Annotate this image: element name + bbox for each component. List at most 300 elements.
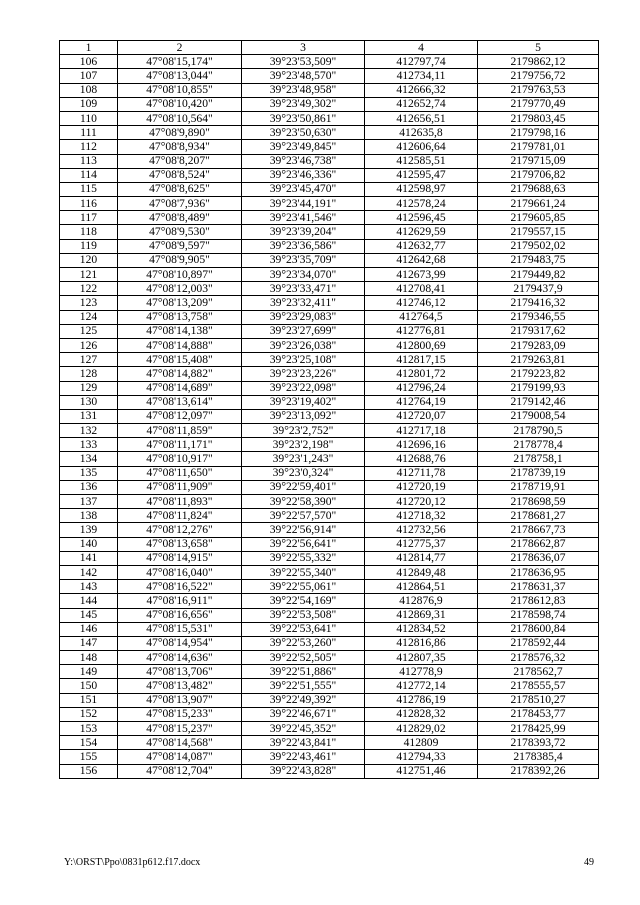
latitude-cell: 47°08'14,888" [118, 338, 242, 352]
point-number-cell: 112 [60, 140, 118, 154]
table-row [60, 551, 599, 565]
y-coordinate-cell: 2179803,45 [478, 111, 599, 125]
latitude-cell: 47°08'16,040" [118, 565, 242, 579]
longitude-cell: 39°23'45,470" [242, 182, 365, 196]
x-coordinate-cell: 412809 [365, 736, 478, 750]
y-coordinate-cell: 2179449,82 [478, 268, 599, 282]
table-row [60, 324, 599, 338]
latitude-cell: 47°08'9,597" [118, 239, 242, 253]
point-number-cell: 120 [60, 253, 118, 267]
table-row [60, 665, 599, 679]
latitude-cell: 47°08'13,907" [118, 693, 242, 707]
x-coordinate-cell: 412596,45 [365, 211, 478, 225]
point-number-cell: 119 [60, 239, 118, 253]
table-row [60, 409, 599, 423]
x-coordinate-cell: 412666,32 [365, 83, 478, 97]
point-number-cell: 111 [60, 126, 118, 140]
point-number-cell: 108 [60, 83, 118, 97]
point-number-cell: 128 [60, 367, 118, 381]
latitude-cell: 47°08'15,237" [118, 722, 242, 736]
longitude-cell: 39°23'22,098" [242, 381, 365, 395]
table-row [60, 239, 599, 253]
x-coordinate-cell: 412606,64 [365, 140, 478, 154]
table-row [60, 225, 599, 239]
latitude-cell: 47°08'14,568" [118, 736, 242, 750]
point-number-cell: 110 [60, 111, 118, 125]
y-coordinate-cell: 2179483,75 [478, 253, 599, 267]
y-coordinate-cell: 2179688,63 [478, 182, 599, 196]
longitude-cell: 39°23'41,546" [242, 211, 365, 225]
y-coordinate-cell: 2178392,26 [478, 764, 599, 778]
latitude-cell: 47°08'14,954" [118, 636, 242, 650]
longitude-cell: 39°23'46,336" [242, 168, 365, 182]
y-coordinate-cell: 2178636,07 [478, 551, 599, 565]
x-coordinate-cell: 412786,19 [365, 693, 478, 707]
latitude-cell: 47°08'11,824" [118, 509, 242, 523]
point-number-cell: 149 [60, 665, 118, 679]
longitude-cell: 39°22'49,392" [242, 693, 365, 707]
point-number-cell: 154 [60, 736, 118, 750]
y-coordinate-cell: 2179781,01 [478, 140, 599, 154]
point-number-cell: 107 [60, 69, 118, 83]
point-number-cell: 130 [60, 395, 118, 409]
point-number-cell: 137 [60, 495, 118, 509]
x-coordinate-cell: 412817,15 [365, 353, 478, 367]
point-number-cell: 113 [60, 154, 118, 168]
latitude-cell: 47°08'15,408" [118, 353, 242, 367]
footer-file-path: Y:\ORST\Ppo\0831p612.f17.docx [64, 857, 201, 868]
point-number-cell: 116 [60, 197, 118, 211]
x-coordinate-cell: 412849,48 [365, 565, 478, 579]
y-coordinate-cell: 2179798,16 [478, 126, 599, 140]
x-coordinate-cell: 412711,78 [365, 466, 478, 480]
latitude-cell: 47°08'8,524" [118, 168, 242, 182]
point-number-cell: 133 [60, 438, 118, 452]
table-row [60, 722, 599, 736]
longitude-cell: 39°22'51,555" [242, 679, 365, 693]
point-number-cell: 142 [60, 565, 118, 579]
x-coordinate-cell: 412656,51 [365, 111, 478, 125]
y-coordinate-cell: 2178600,84 [478, 622, 599, 636]
table-row [60, 367, 599, 381]
y-coordinate-cell: 2178698,59 [478, 495, 599, 509]
x-coordinate-cell: 412718,32 [365, 509, 478, 523]
y-coordinate-cell: 2179317,62 [478, 324, 599, 338]
point-number-cell: 124 [60, 310, 118, 324]
longitude-cell: 39°22'57,570" [242, 509, 365, 523]
longitude-cell: 39°23'35,709" [242, 253, 365, 267]
x-coordinate-cell: 412816,86 [365, 636, 478, 650]
point-number-cell: 143 [60, 580, 118, 594]
column-header-point-number: 1 [60, 41, 118, 55]
table-row [60, 268, 599, 282]
y-coordinate-cell: 2179763,53 [478, 83, 599, 97]
longitude-cell: 39°23'2,752" [242, 424, 365, 438]
point-number-cell: 115 [60, 182, 118, 196]
longitude-cell: 39°23'50,630" [242, 126, 365, 140]
longitude-cell: 39°23'26,038" [242, 338, 365, 352]
table-row [60, 509, 599, 523]
longitude-cell: 39°23'34,070" [242, 268, 365, 282]
point-number-cell: 109 [60, 97, 118, 111]
x-coordinate-cell: 412708,41 [365, 282, 478, 296]
y-coordinate-cell: 2179770,49 [478, 97, 599, 111]
point-number-cell: 114 [60, 168, 118, 182]
x-coordinate-cell: 412652,74 [365, 97, 478, 111]
latitude-cell: 47°08'11,650" [118, 466, 242, 480]
longitude-cell: 39°22'53,641" [242, 622, 365, 636]
longitude-cell: 39°23'27,699" [242, 324, 365, 338]
table-row [60, 69, 599, 83]
point-number-cell: 148 [60, 651, 118, 665]
longitude-cell: 39°22'53,260" [242, 636, 365, 650]
y-coordinate-cell: 2179437,9 [478, 282, 599, 296]
longitude-cell: 39°23'32,411" [242, 296, 365, 310]
latitude-cell: 47°08'10,855" [118, 83, 242, 97]
x-coordinate-cell: 412764,5 [365, 310, 478, 324]
point-number-cell: 155 [60, 750, 118, 764]
longitude-cell: 39°23'48,570" [242, 69, 365, 83]
latitude-cell: 47°08'12,003" [118, 282, 242, 296]
x-coordinate-cell: 412829,02 [365, 722, 478, 736]
table-row [60, 537, 599, 551]
x-coordinate-cell: 412642,68 [365, 253, 478, 267]
x-coordinate-cell: 412746,12 [365, 296, 478, 310]
y-coordinate-cell: 2178453,77 [478, 707, 599, 721]
x-coordinate-cell: 412732,56 [365, 523, 478, 537]
x-coordinate-cell: 412796,24 [365, 381, 478, 395]
point-number-cell: 106 [60, 55, 118, 69]
x-coordinate-cell: 412876,9 [365, 594, 478, 608]
latitude-cell: 47°08'7,936" [118, 197, 242, 211]
longitude-cell: 39°23'49,302" [242, 97, 365, 111]
longitude-cell: 39°23'25,108" [242, 353, 365, 367]
longitude-cell: 39°23'36,586" [242, 239, 365, 253]
point-number-cell: 132 [60, 424, 118, 438]
latitude-cell: 47°08'9,905" [118, 253, 242, 267]
coordinates-table [59, 40, 599, 779]
table-row [60, 736, 599, 750]
longitude-cell: 39°23'2,198" [242, 438, 365, 452]
latitude-cell: 47°08'11,859" [118, 424, 242, 438]
latitude-cell: 47°08'16,911" [118, 594, 242, 608]
latitude-cell: 47°08'9,890" [118, 126, 242, 140]
latitude-cell: 47°08'16,522" [118, 580, 242, 594]
header-row [60, 41, 599, 55]
y-coordinate-cell: 2179199,93 [478, 381, 599, 395]
point-number-cell: 121 [60, 268, 118, 282]
column-header-x-coordinate: 4 [365, 41, 478, 55]
x-coordinate-cell: 412776,81 [365, 324, 478, 338]
y-coordinate-cell: 2179416,32 [478, 296, 599, 310]
table-row [60, 594, 599, 608]
latitude-cell: 47°08'13,209" [118, 296, 242, 310]
y-coordinate-cell: 2179008,54 [478, 409, 599, 423]
longitude-cell: 39°22'43,841" [242, 736, 365, 750]
latitude-cell: 47°08'14,138" [118, 324, 242, 338]
table-row [60, 282, 599, 296]
point-number-cell: 139 [60, 523, 118, 537]
y-coordinate-cell: 2179706,82 [478, 168, 599, 182]
x-coordinate-cell: 412764,19 [365, 395, 478, 409]
latitude-cell: 47°08'10,917" [118, 452, 242, 466]
table-row [60, 693, 599, 707]
point-number-cell: 147 [60, 636, 118, 650]
latitude-cell: 47°08'10,897" [118, 268, 242, 282]
table-row [60, 395, 599, 409]
point-number-cell: 117 [60, 211, 118, 225]
x-coordinate-cell: 412834,52 [365, 622, 478, 636]
table-row [60, 381, 599, 395]
longitude-cell: 39°23'0,324" [242, 466, 365, 480]
latitude-cell: 47°08'8,489" [118, 211, 242, 225]
point-number-cell: 118 [60, 225, 118, 239]
latitude-cell: 47°08'8,207" [118, 154, 242, 168]
longitude-cell: 39°22'43,828" [242, 764, 365, 778]
longitude-cell: 39°22'55,061" [242, 580, 365, 594]
longitude-cell: 39°22'55,340" [242, 565, 365, 579]
x-coordinate-cell: 412629,59 [365, 225, 478, 239]
table-body [60, 55, 599, 779]
longitude-cell: 39°22'54,169" [242, 594, 365, 608]
y-coordinate-cell: 2179223,82 [478, 367, 599, 381]
point-number-cell: 125 [60, 324, 118, 338]
table-row [60, 211, 599, 225]
x-coordinate-cell: 412794,33 [365, 750, 478, 764]
table-row [60, 679, 599, 693]
point-number-cell: 126 [60, 338, 118, 352]
table-row [60, 353, 599, 367]
latitude-cell: 47°08'8,934" [118, 140, 242, 154]
longitude-cell: 39°22'45,352" [242, 722, 365, 736]
longitude-cell: 39°23'53,509" [242, 55, 365, 69]
x-coordinate-cell: 412828,32 [365, 707, 478, 721]
point-number-cell: 127 [60, 353, 118, 367]
point-number-cell: 145 [60, 608, 118, 622]
y-coordinate-cell: 2178758,1 [478, 452, 599, 466]
latitude-cell: 47°08'15,174" [118, 55, 242, 69]
x-coordinate-cell: 412688,76 [365, 452, 478, 466]
longitude-cell: 39°22'58,390" [242, 495, 365, 509]
column-header-longitude: 3 [242, 41, 365, 55]
y-coordinate-cell: 2178778,4 [478, 438, 599, 452]
latitude-cell: 47°08'12,704" [118, 764, 242, 778]
longitude-cell: 39°23'44,191" [242, 197, 365, 211]
x-coordinate-cell: 412696,16 [365, 438, 478, 452]
latitude-cell: 47°08'11,893" [118, 495, 242, 509]
x-coordinate-cell: 412772,14 [365, 679, 478, 693]
point-number-cell: 150 [60, 679, 118, 693]
table-row [60, 83, 599, 97]
table-row [60, 438, 599, 452]
y-coordinate-cell: 2179605,85 [478, 211, 599, 225]
x-coordinate-cell: 412814,77 [365, 551, 478, 565]
y-coordinate-cell: 2179142,46 [478, 395, 599, 409]
longitude-cell: 39°23'23,226" [242, 367, 365, 381]
longitude-cell: 39°23'50,861" [242, 111, 365, 125]
latitude-cell: 47°08'8,625" [118, 182, 242, 196]
point-number-cell: 136 [60, 480, 118, 494]
latitude-cell: 47°08'13,658" [118, 537, 242, 551]
y-coordinate-cell: 2179715,09 [478, 154, 599, 168]
x-coordinate-cell: 412720,19 [365, 480, 478, 494]
x-coordinate-cell: 412751,46 [365, 764, 478, 778]
y-coordinate-cell: 2179862,12 [478, 55, 599, 69]
longitude-cell: 39°23'1,243" [242, 452, 365, 466]
latitude-cell: 47°08'13,482" [118, 679, 242, 693]
y-coordinate-cell: 2178385,4 [478, 750, 599, 764]
point-number-cell: 152 [60, 707, 118, 721]
x-coordinate-cell: 412673,99 [365, 268, 478, 282]
longitude-cell: 39°22'56,914" [242, 523, 365, 537]
longitude-cell: 39°22'56,641" [242, 537, 365, 551]
point-number-cell: 156 [60, 764, 118, 778]
point-number-cell: 140 [60, 537, 118, 551]
table-row [60, 338, 599, 352]
column-header-y-coordinate: 5 [478, 41, 599, 55]
table-row [60, 480, 599, 494]
y-coordinate-cell: 2179263,81 [478, 353, 599, 367]
latitude-cell: 47°08'14,087" [118, 750, 242, 764]
y-coordinate-cell: 2178393,72 [478, 736, 599, 750]
longitude-cell: 39°22'51,886" [242, 665, 365, 679]
longitude-cell: 39°23'19,402" [242, 395, 365, 409]
y-coordinate-cell: 2178667,73 [478, 523, 599, 537]
table-row [60, 622, 599, 636]
table-row [60, 707, 599, 721]
y-coordinate-cell: 2178425,99 [478, 722, 599, 736]
y-coordinate-cell: 2178576,32 [478, 651, 599, 665]
y-coordinate-cell: 2178739,19 [478, 466, 599, 480]
latitude-cell: 47°08'13,614" [118, 395, 242, 409]
point-number-cell: 151 [60, 693, 118, 707]
page-number: 49 [584, 857, 594, 868]
table-row [60, 182, 599, 196]
x-coordinate-cell: 412801,72 [365, 367, 478, 381]
longitude-cell: 39°22'52,505" [242, 651, 365, 665]
y-coordinate-cell: 2178790,5 [478, 424, 599, 438]
y-coordinate-cell: 2178555,57 [478, 679, 599, 693]
x-coordinate-cell: 412598,97 [365, 182, 478, 196]
table-row [60, 750, 599, 764]
x-coordinate-cell: 412800,69 [365, 338, 478, 352]
longitude-cell: 39°22'59,401" [242, 480, 365, 494]
latitude-cell: 47°08'13,706" [118, 665, 242, 679]
latitude-cell: 47°08'10,420" [118, 97, 242, 111]
table-row [60, 608, 599, 622]
table-row [60, 140, 599, 154]
y-coordinate-cell: 2179346,55 [478, 310, 599, 324]
table-row [60, 111, 599, 125]
x-coordinate-cell: 412864,51 [365, 580, 478, 594]
latitude-cell: 47°08'15,233" [118, 707, 242, 721]
y-coordinate-cell: 2179502,02 [478, 239, 599, 253]
table-row [60, 97, 599, 111]
longitude-cell: 39°22'55,332" [242, 551, 365, 565]
latitude-cell: 47°08'16,656" [118, 608, 242, 622]
table-row [60, 296, 599, 310]
latitude-cell: 47°08'12,276" [118, 523, 242, 537]
latitude-cell: 47°08'14,915" [118, 551, 242, 565]
table-row [60, 424, 599, 438]
point-number-cell: 135 [60, 466, 118, 480]
table-row [60, 580, 599, 594]
latitude-cell: 47°08'13,044" [118, 69, 242, 83]
y-coordinate-cell: 2178612,83 [478, 594, 599, 608]
longitude-cell: 39°23'13,092" [242, 409, 365, 423]
longitude-cell: 39°23'29,083" [242, 310, 365, 324]
x-coordinate-cell: 412734,11 [365, 69, 478, 83]
y-coordinate-cell: 2178562,7 [478, 665, 599, 679]
latitude-cell: 47°08'9,530" [118, 225, 242, 239]
x-coordinate-cell: 412635,8 [365, 126, 478, 140]
longitude-cell: 39°23'33,471" [242, 282, 365, 296]
y-coordinate-cell: 2179661,24 [478, 197, 599, 211]
longitude-cell: 39°23'39,204" [242, 225, 365, 239]
latitude-cell: 47°08'15,531" [118, 622, 242, 636]
x-coordinate-cell: 412578,24 [365, 197, 478, 211]
table-row [60, 651, 599, 665]
table-row [60, 154, 599, 168]
x-coordinate-cell: 412720,12 [365, 495, 478, 509]
latitude-cell: 47°08'14,882" [118, 367, 242, 381]
latitude-cell: 47°08'12,097" [118, 409, 242, 423]
table-row [60, 452, 599, 466]
table-row [60, 466, 599, 480]
point-number-cell: 153 [60, 722, 118, 736]
longitude-cell: 39°23'49,845" [242, 140, 365, 154]
column-header-latitude: 2 [118, 41, 242, 55]
y-coordinate-cell: 2179557,15 [478, 225, 599, 239]
point-number-cell: 144 [60, 594, 118, 608]
table-row [60, 565, 599, 579]
latitude-cell: 47°08'11,909" [118, 480, 242, 494]
latitude-cell: 47°08'14,689" [118, 381, 242, 395]
x-coordinate-cell: 412778,9 [365, 665, 478, 679]
y-coordinate-cell: 2178592,44 [478, 636, 599, 650]
table-row [60, 168, 599, 182]
y-coordinate-cell: 2179283,09 [478, 338, 599, 352]
y-coordinate-cell: 2178598,74 [478, 608, 599, 622]
point-number-cell: 134 [60, 452, 118, 466]
y-coordinate-cell: 2178681,27 [478, 509, 599, 523]
table-row [60, 197, 599, 211]
x-coordinate-cell: 412632,77 [365, 239, 478, 253]
y-coordinate-cell: 2178631,37 [478, 580, 599, 594]
point-number-cell: 146 [60, 622, 118, 636]
latitude-cell: 47°08'11,171" [118, 438, 242, 452]
x-coordinate-cell: 412595,47 [365, 168, 478, 182]
table-row [60, 310, 599, 324]
x-coordinate-cell: 412585,51 [365, 154, 478, 168]
x-coordinate-cell: 412775,37 [365, 537, 478, 551]
point-number-cell: 129 [60, 381, 118, 395]
y-coordinate-cell: 2179756,72 [478, 69, 599, 83]
x-coordinate-cell: 412720,07 [365, 409, 478, 423]
longitude-cell: 39°22'43,461" [242, 750, 365, 764]
point-number-cell: 131 [60, 409, 118, 423]
y-coordinate-cell: 2178510,27 [478, 693, 599, 707]
table-row [60, 253, 599, 267]
x-coordinate-cell: 412717,18 [365, 424, 478, 438]
latitude-cell: 47°08'14,636" [118, 651, 242, 665]
table-row [60, 126, 599, 140]
table-row [60, 636, 599, 650]
table-row [60, 495, 599, 509]
x-coordinate-cell: 412807,35 [365, 651, 478, 665]
longitude-cell: 39°22'46,671" [242, 707, 365, 721]
longitude-cell: 39°23'48,958" [242, 83, 365, 97]
